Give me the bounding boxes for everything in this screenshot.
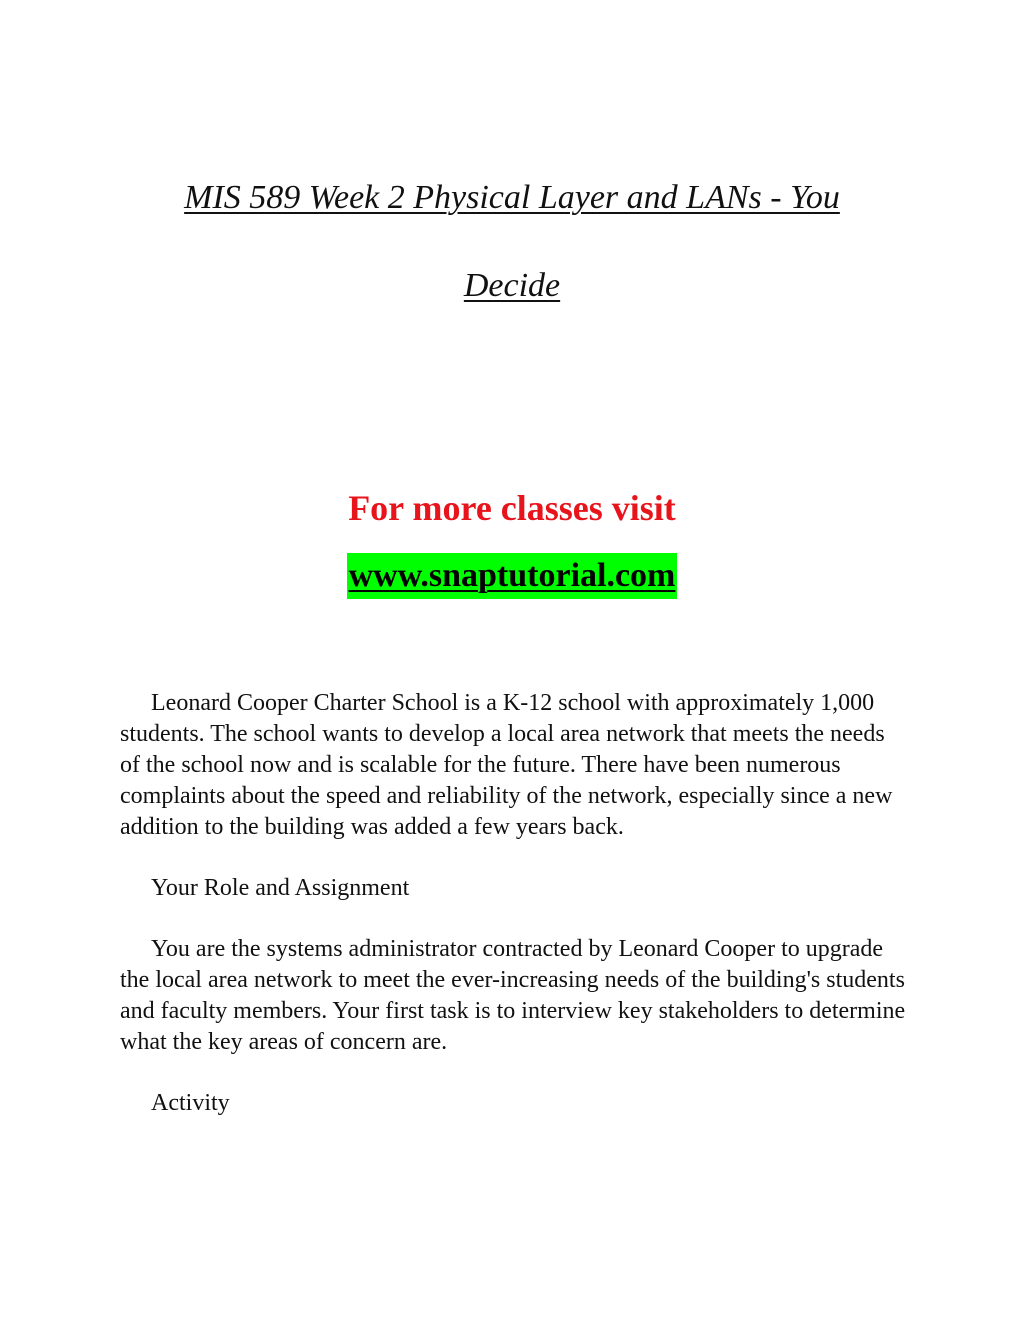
document-title-line-1: MIS 589 Week 2 Physical Layer and LANs - You xyxy=(184,179,840,216)
promo-link[interactable]: www.snaptutorial.com xyxy=(347,553,678,599)
promo-text: For more classes visit xyxy=(348,488,676,528)
activity-heading: Activity xyxy=(151,1090,230,1116)
intro-paragraph: Leonard Cooper Charter School is a K-12 school with approximately 1,000 students. The school wants to develop a local area network that meets the needs of the school now and is scalable for the future. There have been numerous complaints about the speed and reliability of the network, especially since a new addition to the building was added a few years back. xyxy=(120,690,893,840)
promo-link-container xyxy=(0,553,1024,599)
document-title-line-2: Decide xyxy=(463,267,561,304)
document-body xyxy=(120,688,910,1149)
role-paragraph: You are the systems administrator contracted by Leonard Cooper to upgrade the local area network to meet the ever-increasing needs of the building's students and faculty members. Your first task is to interview key stakeholders to determine what the key areas of concern are. xyxy=(120,936,906,1055)
role-heading: Your Role and Assignment xyxy=(151,875,410,901)
